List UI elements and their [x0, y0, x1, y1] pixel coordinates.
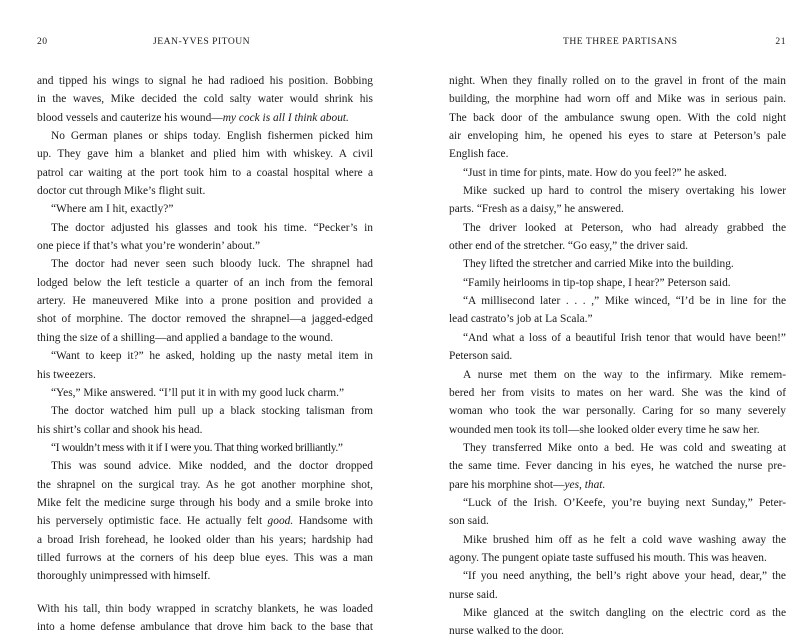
- text-line: The doctor had never seen such bloody luck. The shrapnel had: [51, 258, 373, 271]
- text-line: Mike brushed him off as he felt a cold wave washing away the: [463, 533, 786, 546]
- left-page: [37, 0, 373, 633]
- text-line: A nurse met them on the way to the infirmary. Mike remem-: [463, 368, 786, 381]
- text-line: “Luck of the Irish. O’Keefe, you’re buying next Sunday,” Peter-: [463, 496, 786, 509]
- text-line: nurse said.: [449, 588, 498, 601]
- text-line: “Yes,” Mike answered. “I’ll put it in with my good luck charm.”: [51, 386, 345, 399]
- text-line: agony. The pungent opiate taste suffused his mouth. This was heaven.: [449, 551, 767, 564]
- text-line: parts. “Fresh as a daisy,” he answered.: [449, 203, 624, 216]
- text-line: “Want to keep it?” he asked, holding up the nasty metal item in: [51, 350, 373, 363]
- text-line: “Family heirlooms in tip-top shape, I hear?” Peterson said.: [463, 276, 731, 289]
- text-line: The doctor watched him pull up a black stocking talisman from: [51, 405, 373, 418]
- text-line: thoroughly unimpressed with himself.: [37, 570, 211, 583]
- text-line: into a home defense ambulance that drove him back to the base that: [37, 620, 373, 633]
- text-line: building, the morphine had worn off and Mike was in serious pain.: [449, 93, 786, 106]
- left-page-header: [37, 36, 373, 50]
- text-line: the same time. Fever dancing in his eyes, he watched the nurse pre-: [449, 460, 786, 473]
- text-line: “A millisecond later . . . ,” Mike winced, “I’d be in line for the: [463, 295, 786, 308]
- text-line: patrol car waiting at the port took him to a coastal hospital where a: [37, 166, 373, 179]
- text-line: “Just in time for pints, mate. How do you feel?” he asked.: [463, 166, 727, 179]
- text-line: thing the size of a shilling—and applied a bandage to the wound.: [37, 331, 334, 344]
- text-line: pare his morphine shot—yes, that.: [449, 478, 606, 491]
- text-line: “Where am I hit, exactly?”: [51, 203, 174, 216]
- text-line: woman who took the war personally. Caring for so many severely: [449, 405, 786, 418]
- text-line: the shrapnel on the surgical tray. As he got another morphine shot,: [37, 478, 373, 491]
- text-line: They transferred Mike onto a bed. He was cold and sweating at: [463, 441, 786, 454]
- text-line: in the waves, Mike decided the cold salty water would shrink his: [37, 93, 373, 106]
- text-line: Peterson said.: [449, 350, 513, 363]
- text-line: Mike felt the medicine surge through his body and a smile broke into: [37, 496, 373, 509]
- text-line: one piece if that’s what you’re wonderin’ about.”: [37, 240, 261, 253]
- text-line: With his tall, thin body wrapped in scratchy blankets, he was loaded: [37, 602, 373, 615]
- text-line: other end of the stretcher. “Go easy,” the driver said.: [449, 240, 689, 253]
- text-line: his perversely optimistic face. He actually felt good. Handsome with: [37, 515, 373, 528]
- text-line: “If you need anything, the bell’s right above your head, dear,” the: [463, 570, 786, 583]
- right-page-header: [449, 36, 786, 50]
- text-line: doctor cut through Mike’s flight suit.: [37, 185, 206, 198]
- text-line: his shirt’s collar and shook his head.: [37, 423, 203, 436]
- right-page: [449, 0, 786, 638]
- text-line: The doctor adjusted his glasses and took his time. “Pecker’s in: [51, 221, 373, 234]
- text-line: blood vessels and cauterize his wound—my cock is all I think about.: [37, 111, 349, 124]
- text-line: wounded men took its toll—she looked older every time he saw her.: [449, 423, 760, 436]
- text-line: night. When they finally rolled on to the gravel in front of the main: [449, 75, 786, 87]
- text-line: No German planes or ships today. English fishermen picked him: [51, 130, 373, 143]
- text-line: The back door of the ambulance swung open. With the cold night: [449, 111, 786, 124]
- text-line: a broad Irish forehead, he looked older than his years; hardship had: [37, 533, 373, 546]
- text-line: “I wouldn’t mess with it if I were you. That thing worked brilliantly.”: [51, 441, 343, 454]
- text-line: Mike glanced at the switch dangling on the electric cord as the: [463, 606, 786, 619]
- text-line: English face.: [449, 148, 509, 161]
- text-line: “And what a loss of a beautiful Irish tenor that would have been!”: [463, 331, 786, 344]
- left-page-number: 20: [37, 36, 48, 47]
- right-running-head: THE THREE PARTISANS: [563, 36, 678, 47]
- text-line: artery. He maneuvered Mike into a prone position and provided a: [37, 295, 373, 308]
- text-line: The driver looked at Peterson, who had already grabbed the: [463, 221, 786, 234]
- text-line: bered her from visits to mates on her ward. She was the kind of: [449, 386, 786, 399]
- text-line: his tweezers.: [37, 368, 96, 381]
- right-page-text: [449, 72, 786, 641]
- left-page-text: [37, 72, 373, 636]
- left-running-head: JEAN-YVES PITOUN: [153, 36, 251, 47]
- text-line: nurse walked to the door.: [449, 625, 564, 638]
- text-line: lead castrato’s job at La Scala.”: [449, 313, 593, 326]
- text-line: air enveloping him, he opened his eyes to stare at Peterson’s pale: [449, 130, 786, 143]
- text-line: up. They gave him a blanket and plied him with whiskey. A civil: [37, 148, 373, 161]
- text-line: tilled furrows at the corners of his deep blue eyes. This was a man: [37, 551, 373, 564]
- text-line: They lifted the stretcher and carried Mike into the building.: [463, 258, 734, 271]
- text-line: This was sound advice. Mike nodded, and the doctor dropped: [51, 460, 373, 473]
- text-line: and tipped his wings to signal he had radioed his position. Bobbing: [37, 75, 373, 87]
- right-page-number: 21: [775, 36, 786, 47]
- text-line: lodged below the left testicle a quarter of an inch from the femoral: [37, 276, 373, 289]
- text-line: shot of morphine. The doctor removed the shrapnel—a jagged-edged: [37, 313, 373, 326]
- text-line: Mike sucked up hard to control the misery overtaking his lower: [463, 185, 786, 198]
- text-line: son said.: [449, 515, 489, 528]
